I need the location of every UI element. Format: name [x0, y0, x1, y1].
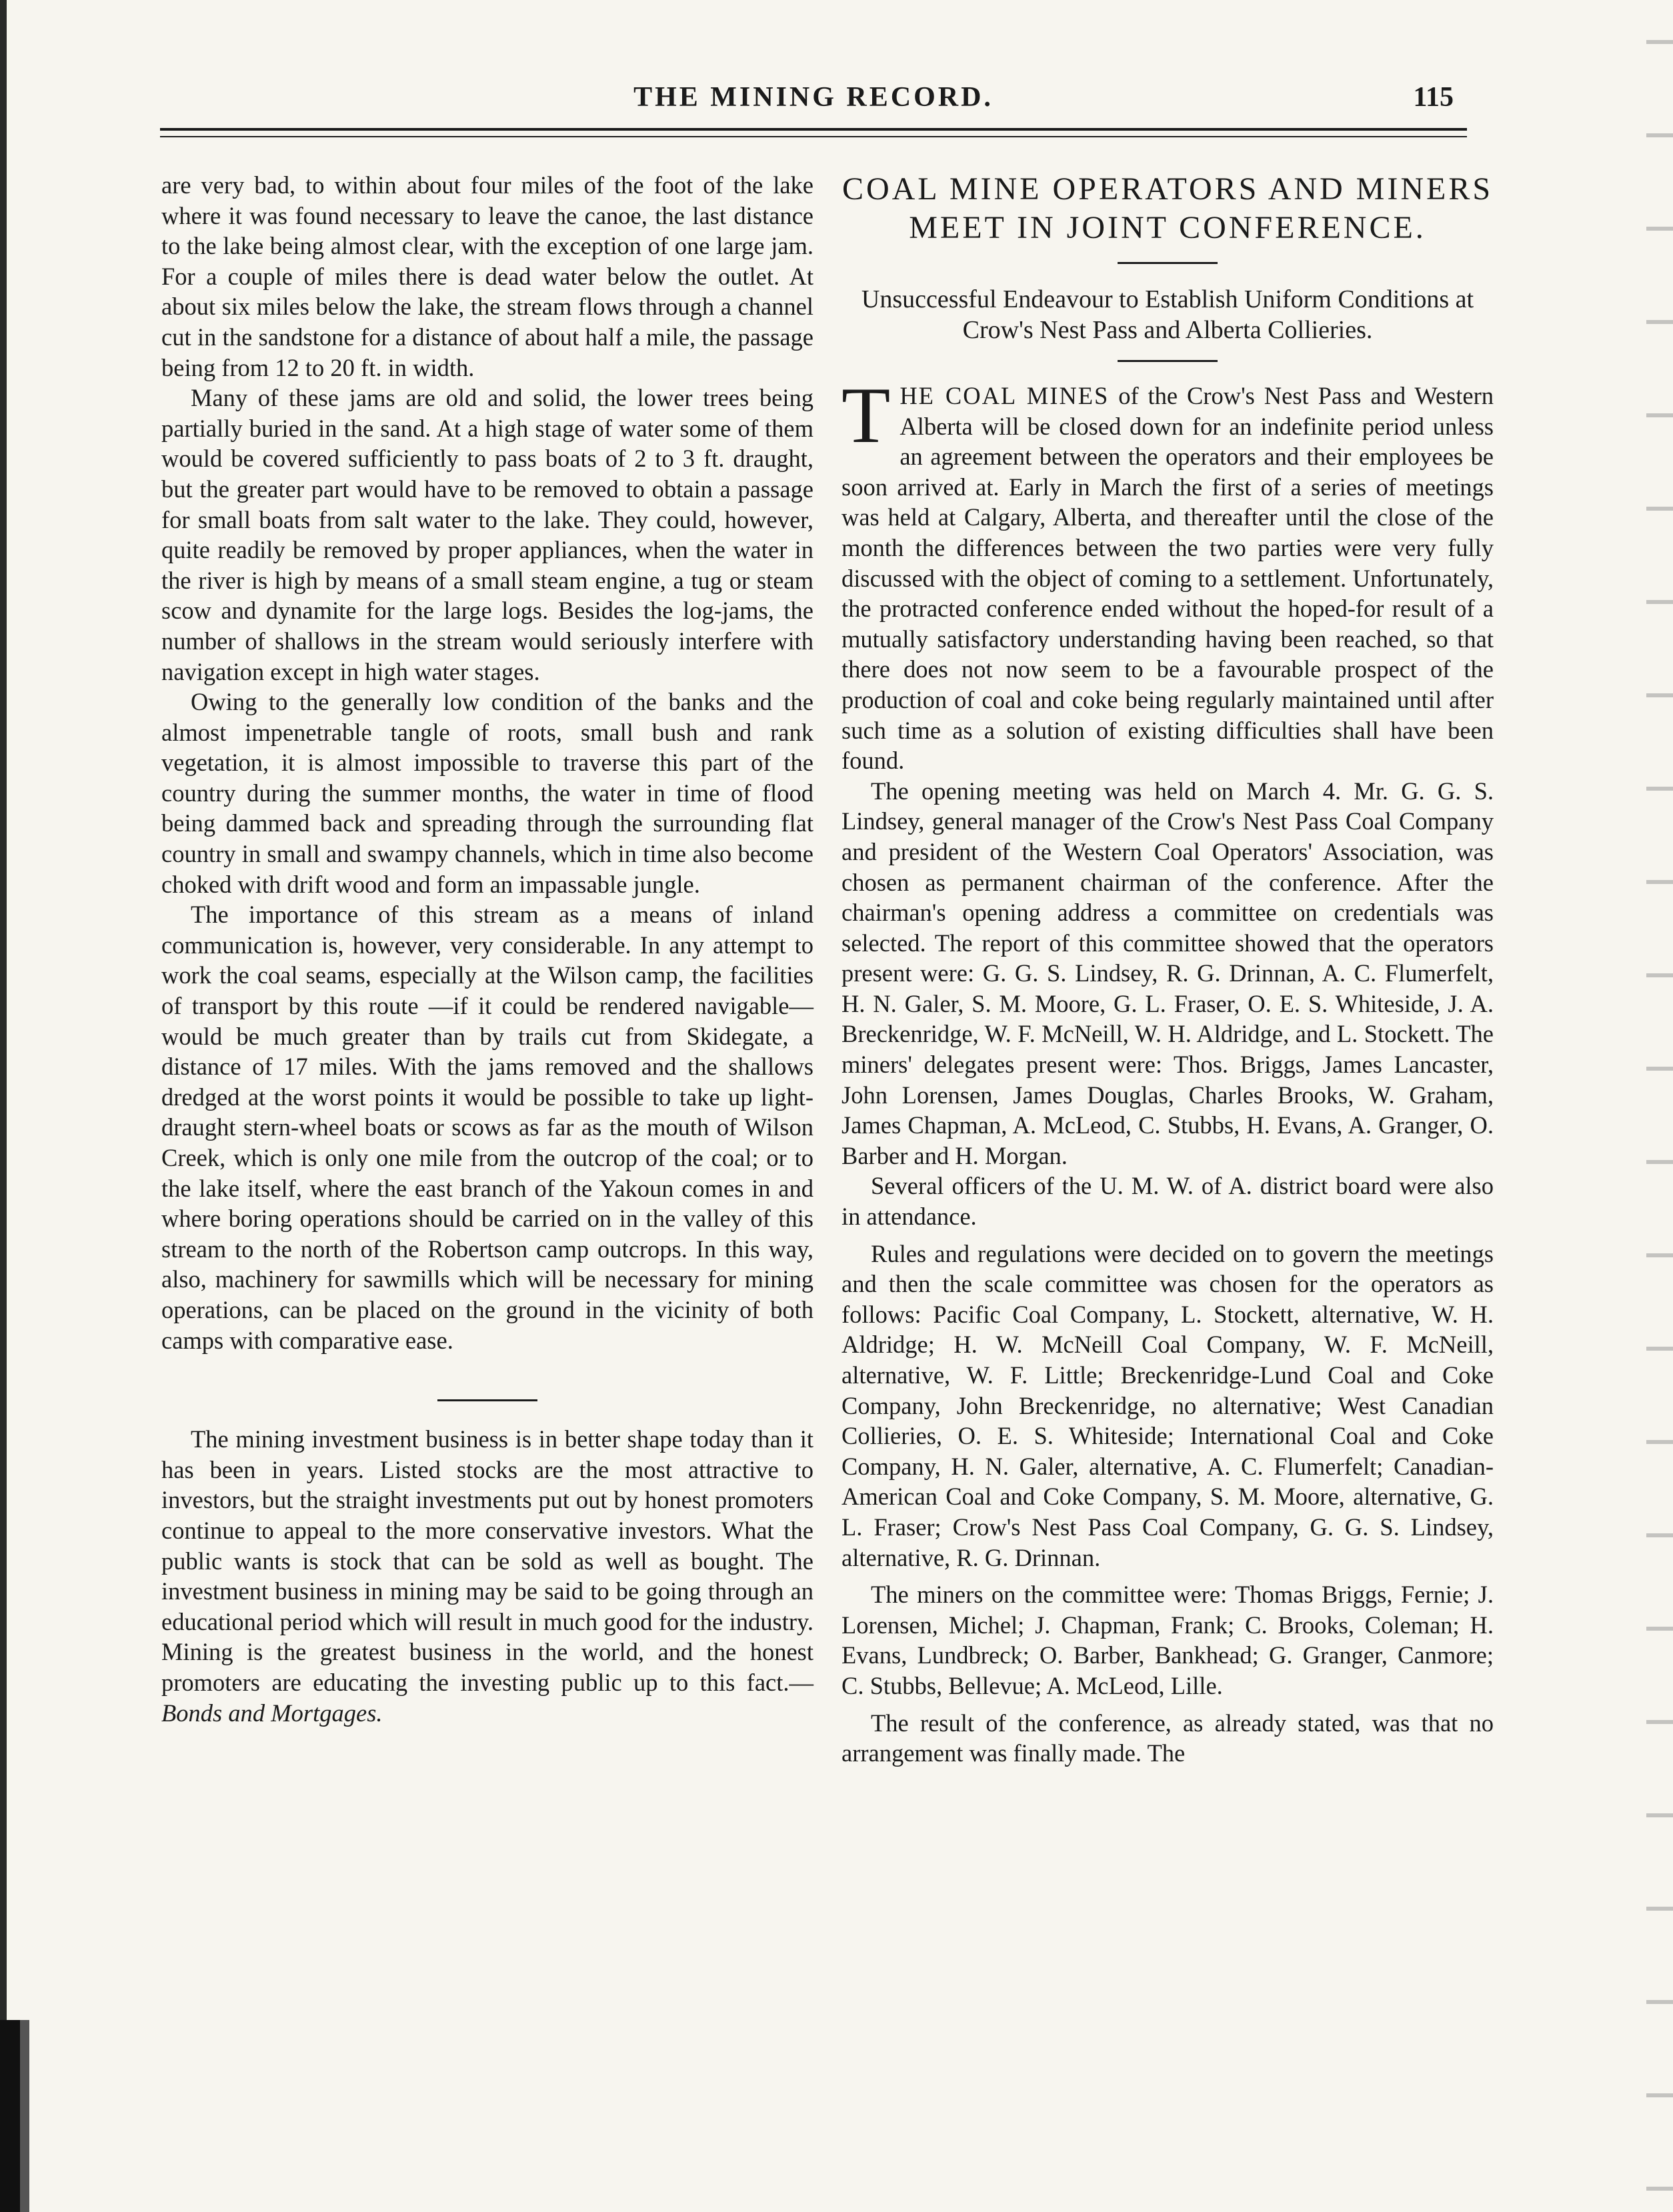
- left-paragraph-3: Owing to the generally low condition of the banks and the almost impenetrable tangle of roots, small bush and rank vegetation, it is almost impossible to traverse this part of the country during the summer months, the water in time of flood being dammed back and spreading through the surrounding flat country in small and swampy channels, which in time also become choked with drift wood and form an impassable jungle.: [161, 688, 813, 898]
- investment-note: [161, 1424, 813, 1728]
- right-column: [842, 170, 1494, 1769]
- article-headline: COAL MINE OPERATORS AND MINERS MEET IN JOINT CONFERENCE.: [842, 171, 1494, 245]
- drop-cap: T: [842, 371, 891, 459]
- running-header: [160, 81, 1467, 121]
- page-edge-marks: [1646, 0, 1673, 2212]
- left-paragraph-1: are very bad, to within about four miles of the foot of the lake where it was found necessary to leave the canoe, the last distance to the lake being almost clear, with the exception of one large jam. For a couple of miles there is dead water below the outlet. At about six miles below the lake, the stream flows through a channel cut in the sandstone for a distance of about half a mile, the passage being from 12 to 20 ft. in width.: [161, 171, 813, 381]
- binding-edge: [0, 0, 29, 2212]
- right-paragraph-4: The miners on the committee were: Thomas Briggs, Fernie; J. Lorensen, Michel; J. Chapman, Frank; C. Brooks, Coleman; H. Evans, Lundbreck; O. Barber, Bankhead; G. Granger, Canmore; C. Stubbs, Bellevue; A. McLeod, Lille.: [842, 1581, 1494, 1699]
- running-title: THE MINING RECORD.: [633, 82, 994, 113]
- investment-note-source: Bonds and Mortgages.: [161, 1699, 383, 1727]
- right-paragraph-2: Several officers of the U. M. W. of A. district board were also in attendance.: [842, 1172, 1494, 1231]
- left-paragraph-2: Many of these jams are old and solid, the lower trees being partially buried in the sand. At a high stage of water some of them would be covered sufficiently to pass boats of 2 to 3 ft. draught, but the greater part would have to be removed to obtain a passage for small boats from salt water to the lake. They could, however, quite readily be removed by proper appliances, when the water in the river is high by means of a small steam engine, a tug or steam scow and dynamite for the large logs. Besides the log-jams, the number of shallows in the stream would seriously interfere with navigation except in high water stages.: [161, 384, 813, 685]
- left-column: [161, 170, 813, 1728]
- article-subheadline: Unsuccessful Endeavour to Establish Uniform Conditions at Crow's Nest Pass and Alberta Collieries.: [861, 285, 1474, 344]
- lead-text: of the Crow's Nest Pass and Western Alberta will be closed down for an indefinite period unless an agreement between the operators and their employees be soon arrived at. Early in March the first of a series of meetings was held at Calgary, Alberta, and thereafter until the close of the month the differences between the two parties were very fully discussed with the object of coming to a settlement. Unfortunately, the protracted conference ended without the hoped-for result of a mutually satisfactory understanding having been reached, so that there does not now seem to be a favourable prospect of the production of coal and coke being regularly maintained until after such time as a solution of existing difficulties shall have been found.: [842, 382, 1494, 775]
- page-number: 115: [1413, 82, 1454, 113]
- binding-shadow: [0, 2020, 40, 2212]
- investment-note-text: The mining investment business is in better shape today than it has been in years. Listed stocks are the most attractive to investors, but the straight investments put out by honest promoters continue to appeal to the more conservative investors. What the public wants is stock that can be sold as well as bought. The investment business in mining may be said to be going through an educational period which will result in much good for the industry. Mining is the greatest business in the world, and the honest promoters are educating the investing public up to this fact.—: [161, 1425, 813, 1696]
- left-paragraph-4: The importance of this stream as a means of inland communication is, however, very considerable. In any attempt to work the coal seams, especially at the Wilson camp, the facilities of transport by this route —if it could be rendered navigable—would be much greater than by trails cut from Skidegate, a distance of 17 miles. With the jams removed and the shallows dredged at the worst points it would be possible to take up light-draught stern-wheel boats or scows as far as the mouth of Wilson Creek, which is only one mile from the outcrop of the coal; or to the lake itself, where the east branch of the Yakoun comes in and where boring operations should be carried on in the valley of this stream to the north of the Robertson camp outcrops. In this way, also, machinery for sawmills which will be necessary for mining operations, can be placed on the ground in the vicinity of both camps with comparative ease.: [161, 901, 813, 1354]
- lead-smallcaps: HE COAL MINES: [900, 382, 1110, 409]
- lead-paragraph: [842, 371, 1494, 776]
- right-paragraph-1: The opening meeting was held on March 4. Mr. G. G. S. Lindsey, general manager of the Crow's Nest Pass Coal Company and president of the Western Coal Operators' Association, was chosen as permanent chairman of the conference. After the chairman's opening address a committee on credentials was selected. The report of this committee showed that the operators present were: G. G. S. Lindsey, R. G. Drinnan, A. C. Flumerfelt, H. N. Galer, S. M. Moore, G. L. Fraser, O. E. S. Whiteside, J. A. Breckenridge, W. F. McNeill, W. H. Aldridge, and L. Stockett. The miners' delegates present were: Thos. Briggs, James Lancaster, John Lorensen, James Douglas, Charles Brooks, W. Graham, James Chapman, A. McLeod, C. Stubbs, H. Evans, A. Granger, O. Barber and H. Morgan.: [842, 777, 1494, 1169]
- header-rule: [160, 128, 1467, 137]
- right-paragraph-3: Rules and regulations were decided on to govern the meetings and then the scale committee was chosen for the operators as follows: Pacific Coal Company, L. Stockett, alternative, W. H. Aldridge; H. W. McNeill Coal Company, W. F. McNeill, alternative, W. F. Little; Breckenridge-Lund Coal and Coke Company, John Breckenridge, no alternative; West Canadian Collieries, O. E. S. Whiteside; International Coal and Coke Company, H. N. Galer, alternative, A. C. Flumerfelt; Canadian-American Coal and Coke Company, S. M. Moore, alternative, G. L. Fraser; Crow's Nest Pass Coal Company, G. G. S. Lindsey, alternative, R. G. Drinnan.: [842, 1239, 1494, 1571]
- right-paragraph-5: The result of the conference, as already stated, was that no arrangement was finally made. The: [842, 1709, 1494, 1767]
